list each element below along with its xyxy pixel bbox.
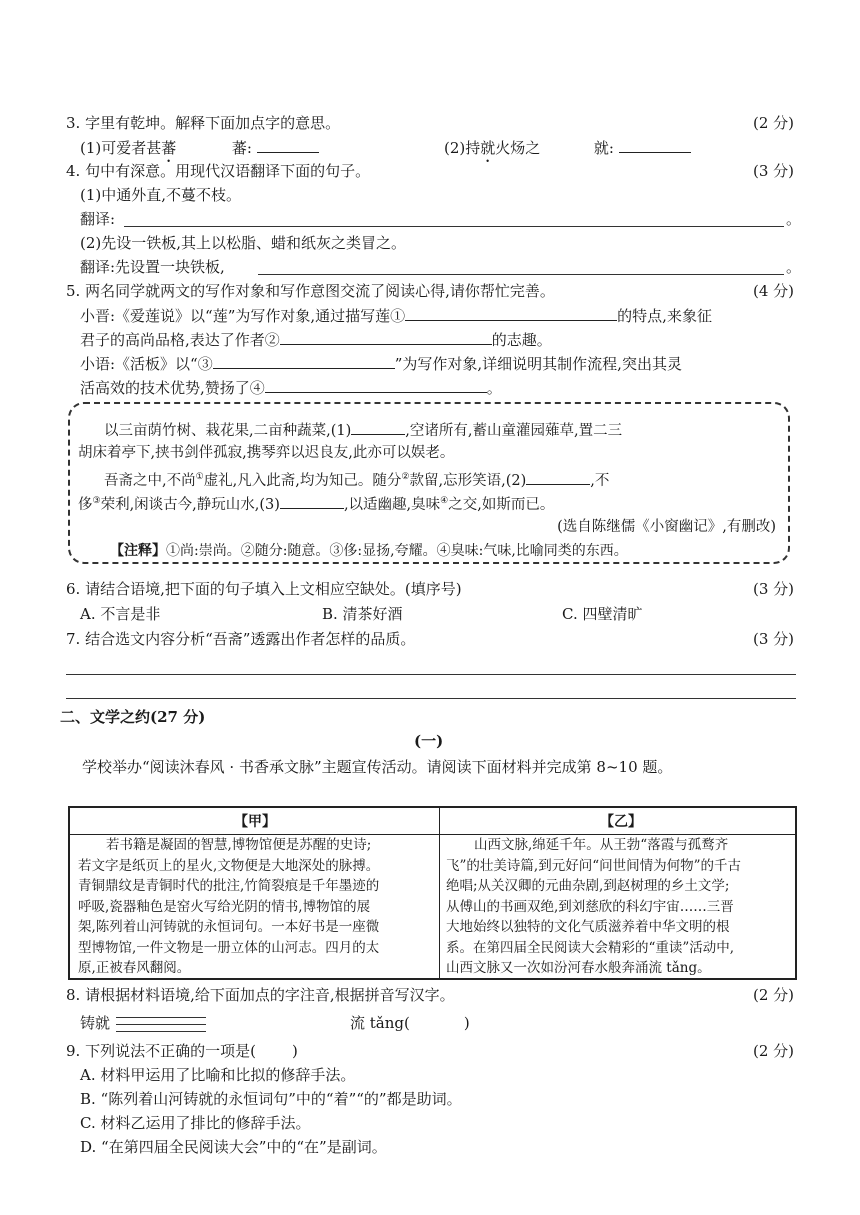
q9-option-a: A. 材料甲运用了比喻和比拟的修辞手法。 [80,1066,356,1084]
q8-blank-1-line-a[interactable] [116,1017,206,1018]
q6-option-b: B. 清茶好酒 [322,605,403,623]
classical-text-box [68,402,790,564]
q4-translate-2-label: 翻译:先设置一块铁板, [80,258,225,276]
q7-answer-line-1[interactable] [66,674,796,675]
q3-score: (2 分) [752,114,794,132]
q5-blank-1[interactable] [405,304,617,321]
classical-para2-line2 [78,492,554,516]
material-table [68,806,797,980]
q5-blank-4[interactable] [265,376,487,393]
q4-end-1: 。 [786,210,802,228]
q6-score: (3 分) [752,580,794,598]
q5-l4b: 。 [486,379,502,397]
classical-blank-2[interactable] [526,468,590,485]
material-a-heading: 【甲】 [234,814,276,830]
material-a-line: 若书籍是凝固的智慧,博物馆便是苏醒的史诗; [106,837,372,853]
q5-l3a: 小语:《活板》以“③ [80,355,213,373]
material-b-line: 大地始终以独特的文化气质滋养着中华文明的根 [446,919,730,935]
q8-blank-1-line-c[interactable] [116,1031,206,1032]
q8-blank-1-line-b[interactable] [116,1024,206,1025]
section-2-intro: 学校举办“阅读沐春风 · 书香承文脉”主题宣传活动。请阅读下面材料并完成第 8~10 题。 [82,758,673,776]
q5-line-4 [80,376,502,399]
material-a-line: 架,陈列着山河铸就的永恒词句。一本好书是一座微 [78,919,380,935]
q4-translate-1-line[interactable] [124,226,784,227]
q9-option-d: D. “在第四届全民阅读大会”中的“在”是副词。 [80,1138,387,1156]
material-a-line: 原,正被春风翻阅。 [78,960,191,976]
material-b-line: 山西文脉又一次如汾河春水般奔涌流 tǎng。 [446,960,711,976]
classical-p1b: ,空诸所有,蓄山童灌园薙草,置二三 [405,423,623,439]
q3-p2-dot: 就 [480,139,496,157]
q5-blank-3[interactable] [213,352,395,369]
classical-p4c: ,以适幽趣,臭味 [343,497,441,513]
classical-notes [110,540,628,562]
q9-option-b: B. “陈列着山河铸就的永恒词句”中的“着”“的”都是助词。 [80,1090,462,1108]
q5-l2b: 的志趣。 [491,331,552,349]
q3-p1-answer-blank[interactable] [257,136,319,153]
section-2-subtitle: (一) [414,732,444,750]
classical-p3c: 款留,忘形笑语,(2) [409,473,527,489]
q5-l2a: 君子的高尚品格,表达了作者② [80,331,280,349]
q5-line-1 [80,304,712,327]
q7-stem: 7. 结合选文内容分析“吾斋”透露出作者怎样的品质。 [66,630,416,648]
classical-para1-line2: 胡床着亭下,挟书剑伴孤寂,携琴弈以迟良友,此亦可以娱老。 [78,445,455,461]
material-a-line: 呼吸,瓷器釉色是窑火写给光阴的情书,博物馆的展 [78,898,371,915]
q8-w2-end: ) [463,1014,470,1032]
q3-p2-answer-blank[interactable] [619,136,691,153]
q4-end-2: 。 [786,258,802,276]
q5-score: (4 分) [752,282,794,300]
q5-blank-2[interactable] [280,328,492,345]
q5-l1a: 小晋:《爱莲说》以“莲”为写作对象,通过描写莲① [80,307,406,325]
q9-score: (2 分) [752,1042,794,1060]
q6-option-a: A. 不言是非 [80,605,161,623]
q3-p1-word: 蕃: [231,139,252,157]
section-2-title: 二、文学之约(27 分) [60,708,206,726]
note-mark-3: ③ [92,496,101,507]
classical-p3a: 吾斋之中,不尚 [104,473,196,489]
q9-stem-text: 9. 下列说法不正确的一项是( [66,1042,256,1060]
q8-item-1 [80,1012,110,1034]
q4-score: (3 分) [752,162,794,180]
q9-option-c: C. 材料乙运用了排比的修辞手法。 [80,1114,311,1132]
material-a-line: 青铜鼎纹是青铜时代的批注,竹简裂痕是千年墨迹的 [78,878,380,894]
q4-sentence-1: (1)中通外直,不蔓不枝。 [80,186,242,204]
q3-p1-prefix: (1)可爱者甚 [80,139,162,157]
classical-blank-1[interactable] [351,418,405,435]
q7-answer-line-2[interactable] [66,698,796,699]
q8-item-2 [350,1012,470,1034]
q4-sentence-2: (2)先设一铁板,其上以松脂、蜡和纸灰之类冒之。 [80,234,407,252]
q5-l1b: 的特点,来象征 [617,307,712,325]
note-mark-4: ④ [440,496,449,507]
q5-line-3 [80,352,682,375]
classical-p3b: 虚礼,凡入此斋,均为知己。随分 [203,473,402,489]
q3-p2-word: 就: [593,139,614,157]
q5-l3b: ”为写作对象,详细说明其制作流程,突出其灵 [394,355,682,373]
q8-score: (2 分) [752,986,794,1004]
q5-stem: 5. 两名同学就两文的写作对象和写作意图交流了阅读心得,请你帮忙完善。 [66,282,555,300]
q6-stem: 6. 请结合语境,把下面的句子填入上文相应空缺处。(填序号) [66,580,462,598]
classical-para2-line1 [104,468,609,492]
material-column-divider [439,808,440,978]
q4-translate-2-line[interactable] [258,274,784,275]
classical-p3d: ,不 [590,473,610,489]
q3-p2-prefix: (2)持 [444,139,481,157]
q9-stem-end: ) [291,1042,298,1060]
material-a-line: 型博物馆,一件文物是一册立体的山河志。四月的太 [78,939,380,956]
material-b-line: 系。在第四届全民阅读大会精彩的“重读”活动中, [446,939,735,956]
q8-stem: 8. 请根据材料语境,给下面加点的字注音,根据拼音写汉字。 [66,986,455,1004]
notes-label: 【注释】 [110,543,166,559]
classical-p4a: 侈 [78,497,93,513]
note-mark-2: ② [401,472,410,483]
material-b-line: 山西文脉,绵延千年。从王勃“落霞与孤鹜齐 [474,837,729,853]
q9-stem [66,1040,298,1062]
q5-l4a: 活高效的技术优势,赞扬了④ [80,379,265,397]
material-b-heading: 【乙】 [600,814,642,830]
classical-para1-line1 [104,418,622,442]
material-a-line: 若文字是纸页上的星火,文物便是大地深处的脉搏。 [78,857,380,874]
classical-source: (选自陈继儒《小窗幽记》,有删改) [557,519,776,535]
q3-part2 [444,136,691,166]
note-mark-1: ① [195,472,204,483]
q8-w2: 流 tǎng( [350,1014,410,1032]
q4-stem: 4. 句中有深意。用现代汉语翻译下面的句子。 [66,162,371,180]
material-b-line: 飞”的壮美诗篇,到元好问“问世间情为何物”的千古 [446,857,741,874]
notes-text: ①尚:崇尚。②随分:随意。③侈:显扬,夸耀。④臭味:气味,比喻同类的东西。 [166,543,628,559]
q7-score: (3 分) [752,630,794,648]
classical-p4d: 之交,如斯而已。 [448,497,555,513]
material-b-line: 绝唱;从关汉卿的元曲杂剧,到赵树理的乡土文学; [446,878,730,894]
classical-p1a: 以三亩荫竹树、栽花果,二亩种蔬菜,(1) [104,423,352,439]
q4-translate-1-label: 翻译: [80,210,116,228]
q8-w1: 铸就 [80,1014,111,1032]
material-b-line: 从傅山的书画双绝,到刘慈欣的科幻宇宙……三晋 [446,898,734,915]
q3-stem: 3. 字里有乾坤。解释下面加点字的意思。 [66,114,341,132]
q3-p2-suffix: 火炀之 [495,139,541,157]
q3-p1-dot: 蕃 [161,139,177,157]
q6-option-c: C. 四壁清旷 [562,605,643,623]
classical-p4b: 荣利,闲谈古今,静玩山水,(3) [100,497,280,513]
classical-blank-3[interactable] [280,492,344,509]
q5-line-2 [80,328,552,351]
